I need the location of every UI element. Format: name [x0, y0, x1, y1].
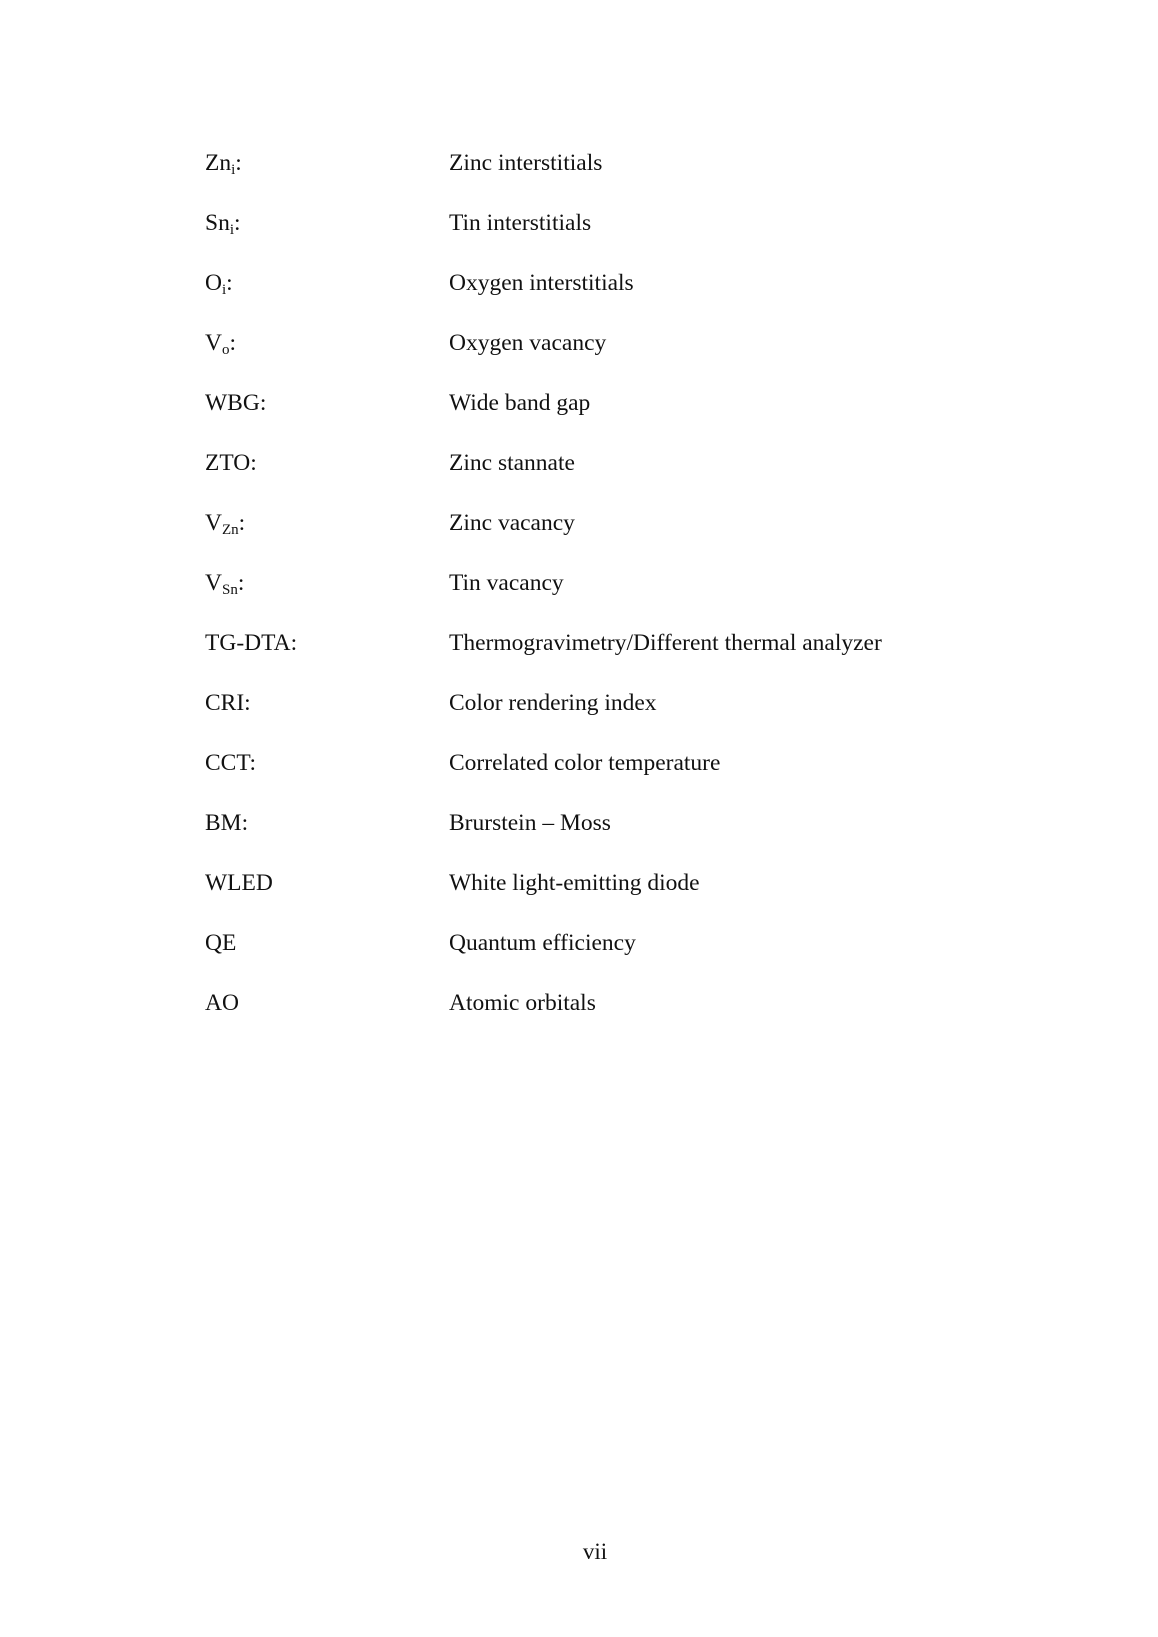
abbreviation-term: QE: [205, 930, 237, 956]
abbreviation-term: BM:: [205, 810, 249, 836]
abbreviation-row: [205, 688, 965, 748]
abbreviation-definition: Wide band gap: [449, 390, 591, 416]
abbreviation-row: [205, 448, 965, 508]
abbreviation-term: $V_{Zn}$:: [205, 510, 246, 538]
abbreviation-definition: Color rendering index: [449, 690, 657, 716]
abbreviation-definition: Correlated color temperature: [449, 750, 721, 776]
abbreviation-row: [205, 508, 965, 568]
abbreviation-row: [205, 388, 965, 448]
abbreviation-definition: Thermogravimetry/Different thermal analyzer: [449, 630, 882, 656]
abbreviation-row: [205, 748, 965, 808]
abbreviation-row: [205, 808, 965, 868]
abbreviation-definition: Oxygen interstitials: [449, 270, 634, 296]
abbreviation-row: [205, 268, 965, 328]
abbreviation-term: $Zn_i$:: [205, 150, 242, 178]
abbreviation-term: CCT:: [205, 750, 257, 776]
abbreviation-definition: Tin vacancy: [449, 570, 564, 596]
page-number: vii: [582, 1539, 608, 1564]
abbreviation-term: WLED: [205, 870, 273, 896]
abbreviation-definition: Zinc interstitials: [449, 150, 603, 176]
abbreviation-row: [205, 328, 965, 388]
abbreviation-row: [205, 568, 965, 628]
abbreviation-term: AO: [205, 990, 239, 1016]
abbreviation-term: TG-DTA:: [205, 630, 298, 656]
abbreviation-row: [205, 868, 965, 928]
abbreviation-row: [205, 628, 965, 688]
abbreviation-row: [205, 988, 965, 1048]
abbreviation-definition: Zinc stannate: [449, 450, 575, 476]
abbreviation-term: $Sn_i$:: [205, 210, 241, 238]
abbreviation-list: [205, 148, 965, 1048]
abbreviation-definition: Atomic orbitals: [449, 990, 596, 1016]
abbreviation-definition: Quantum efficiency: [449, 930, 636, 956]
abbreviation-definition: Oxygen vacancy: [449, 330, 607, 356]
abbreviation-row: [205, 208, 965, 268]
abbreviation-row: [205, 928, 965, 988]
abbreviation-definition: Tin interstitials: [449, 210, 592, 236]
abbreviation-definition: White light-emitting diode: [449, 870, 700, 896]
abbreviation-definition: Zinc vacancy: [449, 510, 575, 536]
abbreviation-term: CRI:: [205, 690, 251, 716]
abbreviation-term: WBG:: [205, 390, 267, 416]
abbreviation-definition: Brurstein – Moss: [449, 810, 611, 836]
abbreviation-term: $O_i$:: [205, 270, 233, 298]
abbreviation-term: ZTO:: [205, 450, 257, 476]
abbreviation-row: [205, 148, 965, 208]
abbreviation-term: $V_o$:: [205, 330, 237, 358]
abbreviation-term: $V_{Sn}$:: [205, 570, 245, 598]
